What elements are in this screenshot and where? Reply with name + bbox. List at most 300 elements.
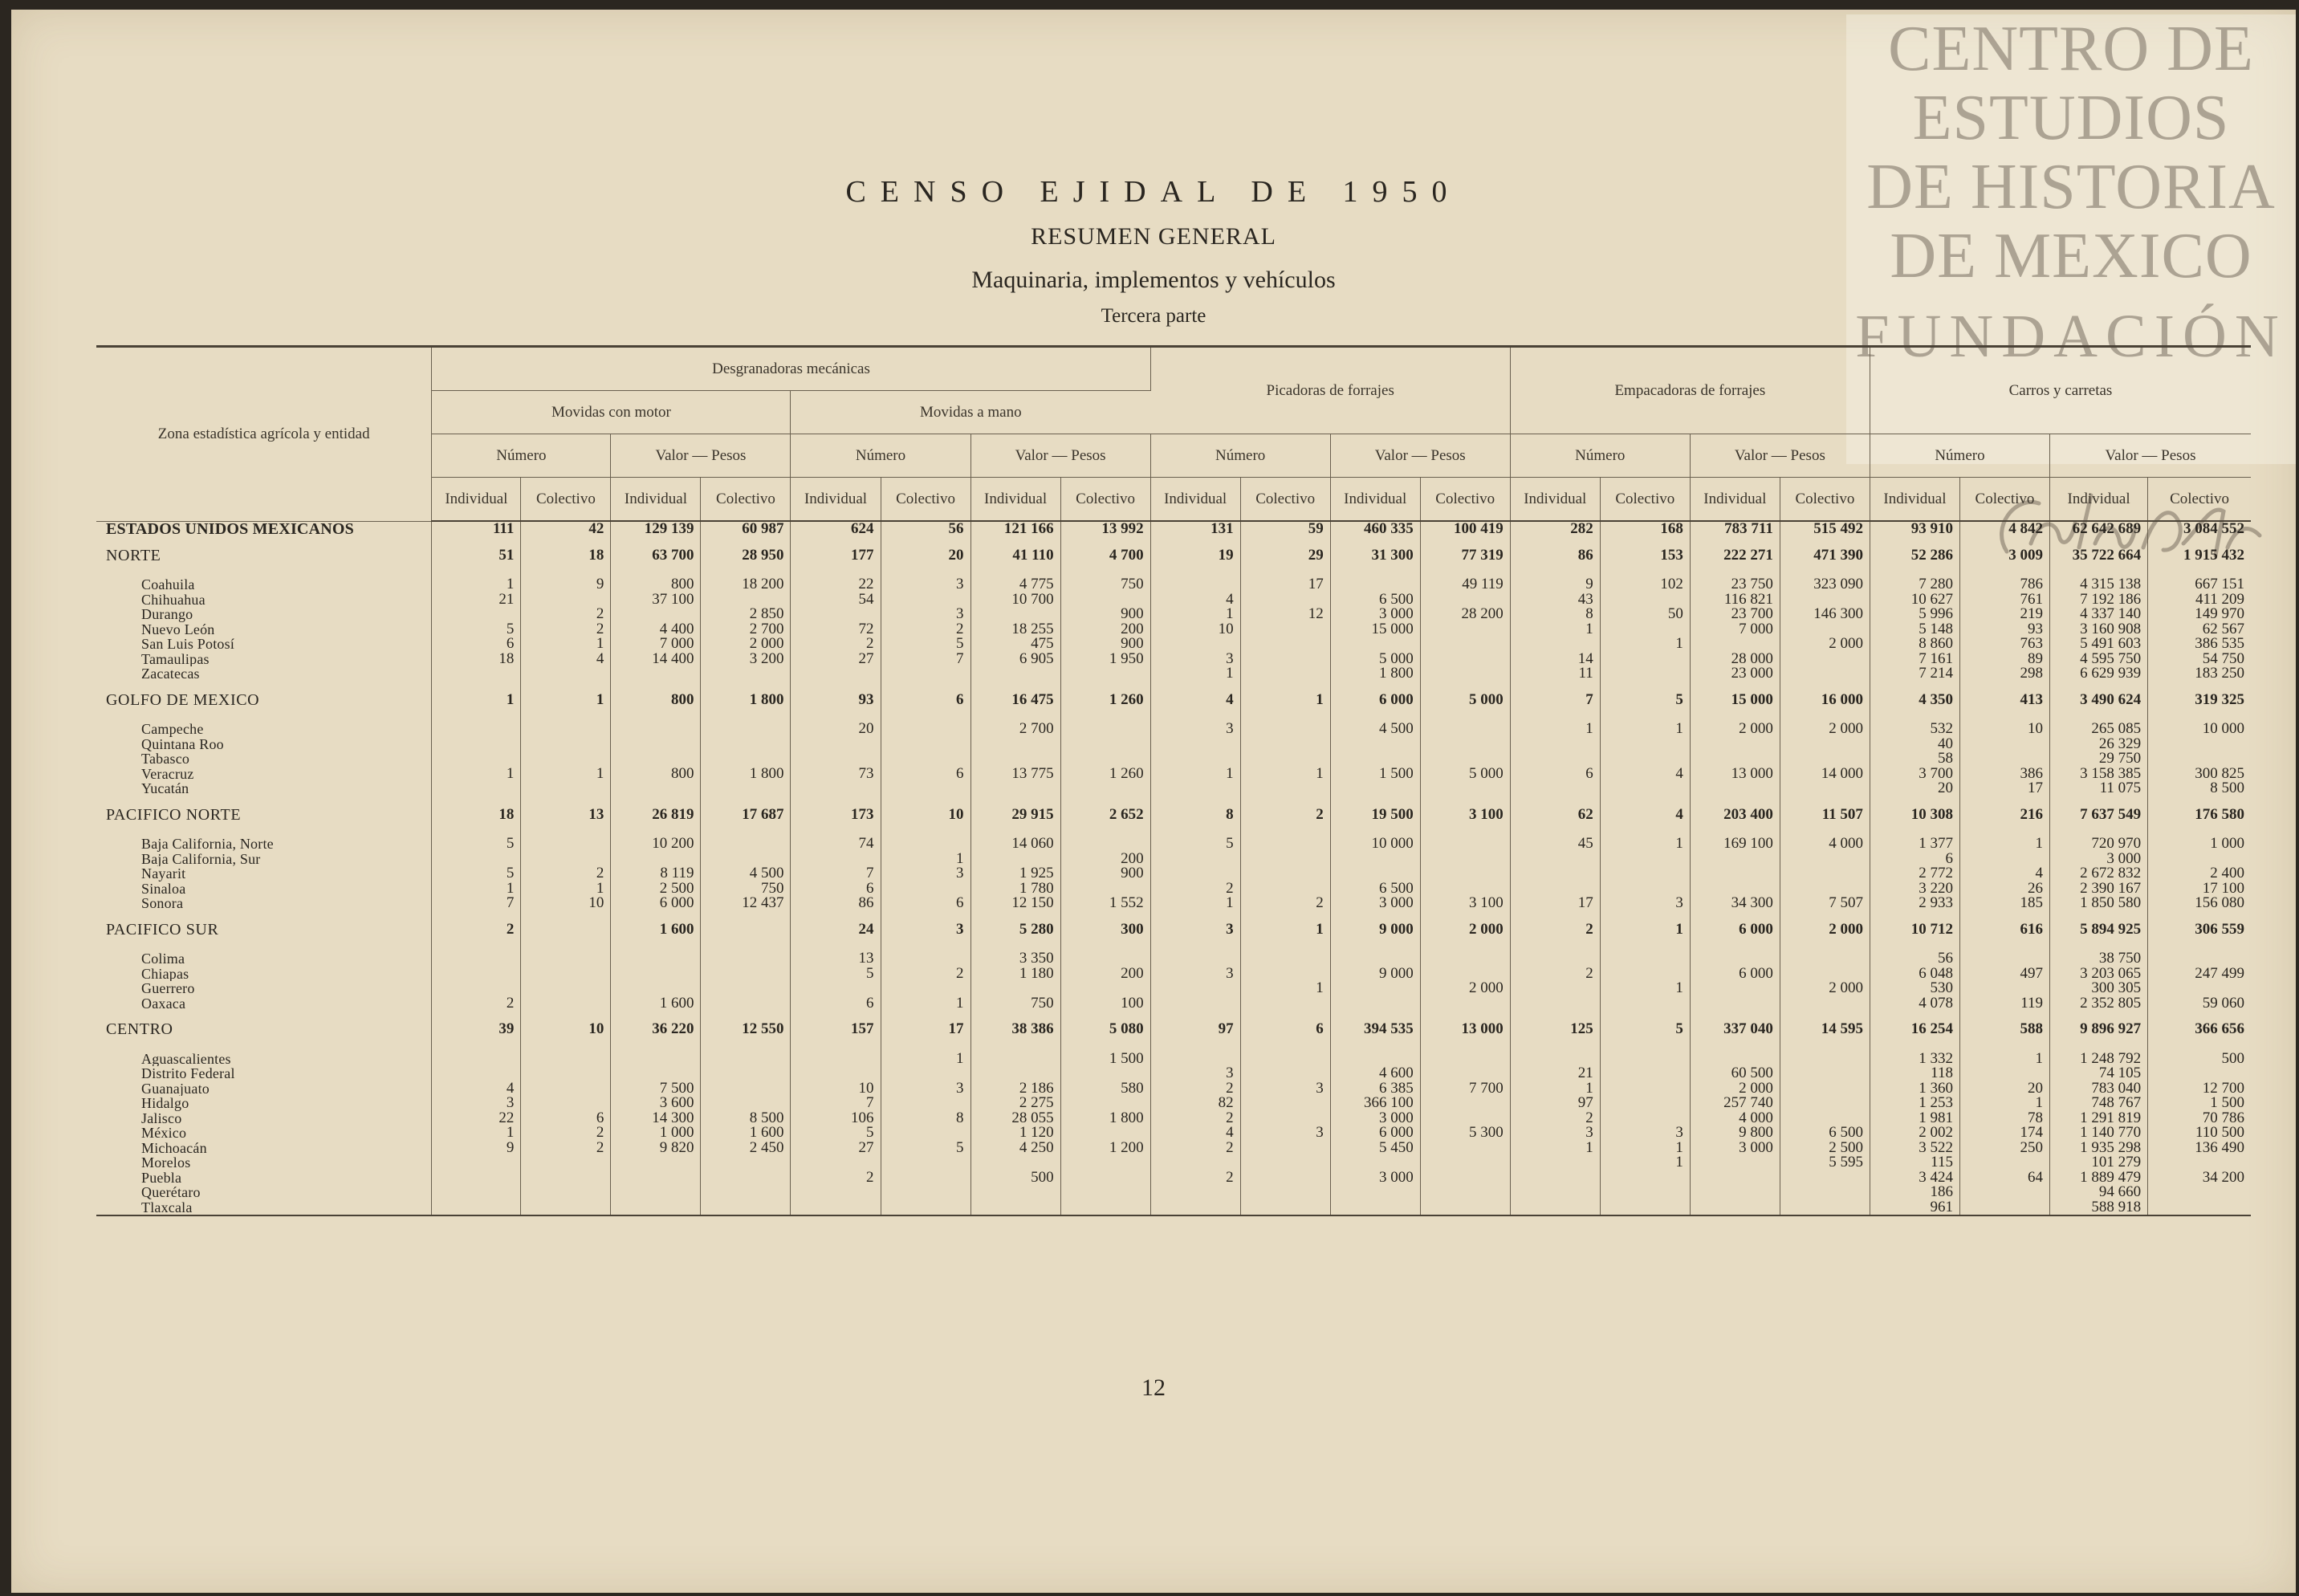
- spacer-cell: [1510, 911, 1600, 922]
- spacer-cell: [521, 707, 611, 722]
- value-cell: [1330, 1185, 1420, 1200]
- value-cell: 4: [1600, 767, 1690, 782]
- header-valor: Valor — Pesos: [1330, 434, 1510, 478]
- spacer-cell: [1420, 1011, 1510, 1022]
- header-colectivo: Colectivo: [1780, 478, 1870, 522]
- value-cell: [791, 781, 881, 796]
- value-cell: 4 315 138: [2050, 577, 2148, 592]
- value-cell: 2 000: [1780, 981, 1870, 996]
- spacer-cell: [1690, 796, 1780, 808]
- spacer-cell: [1060, 682, 1150, 693]
- value-cell: 5 000: [1420, 767, 1510, 782]
- spacer-cell: [432, 822, 521, 837]
- value-cell: 2 352 805: [2050, 996, 2148, 1012]
- value-cell: 34 300: [1690, 896, 1780, 911]
- value-cell: [1780, 652, 1870, 667]
- spacer-cell: [1330, 1037, 1420, 1052]
- value-cell: [1330, 852, 1420, 867]
- value-cell: 2: [1150, 1171, 1240, 1186]
- value-cell: 9: [432, 1141, 521, 1156]
- value-cell: 2: [521, 866, 611, 881]
- value-cell: [1240, 1111, 1330, 1126]
- value-cell: 3 000: [1330, 1171, 1420, 1186]
- value-cell: [1240, 666, 1330, 682]
- header-individual: Individual: [970, 478, 1060, 522]
- state-row: [96, 637, 2251, 652]
- spacer-cell: [701, 563, 791, 577]
- spacer-row: [96, 911, 2251, 922]
- value-cell: 102: [1600, 577, 1690, 592]
- value-cell: 1: [1150, 767, 1240, 782]
- header-colectivo: Colectivo: [521, 478, 611, 522]
- value-cell: 5 450: [1330, 1141, 1420, 1156]
- value-cell: 97: [1150, 1022, 1240, 1037]
- value-cell: 15 000: [1330, 622, 1420, 637]
- value-cell: 203 400: [1690, 808, 1780, 823]
- spacer-cell: [1600, 537, 1690, 548]
- value-cell: [611, 607, 701, 622]
- value-cell: [1510, 1052, 1600, 1067]
- value-cell: 1 915 432: [2183, 548, 2244, 563]
- value-cell: 56: [1870, 951, 1959, 967]
- value-cell: [1600, 1096, 1690, 1111]
- value-cell: 22: [791, 577, 881, 592]
- value-cell: [1420, 951, 1510, 967]
- value-cell: 60 987: [701, 521, 791, 537]
- value-cell: [1060, 881, 1150, 897]
- spacer-cell: [701, 911, 791, 922]
- value-cell: 173: [791, 808, 881, 823]
- value-cell: [791, 852, 881, 867]
- spacer-cell: [701, 937, 791, 951]
- value-cell: 386: [1959, 767, 2049, 782]
- document-title: CENSO EJIDAL DE 1950: [845, 175, 1462, 209]
- value-cell: 10 308: [1870, 808, 1959, 823]
- value-cell: 4 500: [701, 866, 791, 881]
- value-cell: [1240, 837, 1330, 852]
- value-cell: [432, 737, 521, 752]
- value-cell: [881, 1126, 970, 1141]
- state-row: [96, 1185, 2251, 1200]
- value-cell: [1780, 1066, 1870, 1081]
- value-cell: [701, 722, 791, 737]
- spacer-cell: [1870, 682, 1959, 693]
- value-cell: 136 490: [2195, 1140, 2244, 1155]
- spacer-cell: [1330, 537, 1420, 548]
- state-row: [96, 967, 2251, 982]
- spacer-cell: [1060, 563, 1150, 577]
- spacer-cell: [1870, 1011, 1959, 1022]
- row-label: Baja California, Norte: [96, 837, 432, 852]
- value-cell: 41 110: [970, 548, 1060, 564]
- row-label: Tamaulipas: [96, 652, 432, 667]
- value-cell: 146 300: [1780, 607, 1870, 622]
- spacer-cell: [1420, 563, 1510, 577]
- spacer-cell: [791, 537, 881, 548]
- value-cell: 7: [881, 652, 970, 667]
- value-cell: 247 499: [2195, 966, 2244, 981]
- header-individual: Individual: [2050, 478, 2148, 522]
- row-label: Querétaro: [96, 1185, 432, 1200]
- value-cell: 93: [791, 693, 881, 708]
- state-row: [96, 722, 2251, 737]
- value-cell: [432, 1066, 521, 1081]
- value-cell: 3 100: [1420, 896, 1510, 911]
- value-cell: [1690, 637, 1780, 652]
- spacer-cell: [1510, 1011, 1600, 1022]
- value-cell: 23 700: [1690, 607, 1780, 622]
- value-cell: 13 000: [1690, 767, 1780, 782]
- value-cell: [1959, 751, 2049, 767]
- value-cell: 2: [432, 996, 521, 1012]
- value-cell: 4 337 140: [2050, 607, 2148, 622]
- value-cell: 60 500: [1690, 1066, 1780, 1081]
- value-cell: 4 000: [1780, 837, 1870, 852]
- value-cell: 1: [881, 1052, 970, 1067]
- value-cell: [1150, 1052, 1240, 1067]
- row-label: Sinaloa: [96, 881, 432, 897]
- value-cell: 1 140 770: [2050, 1126, 2148, 1141]
- spacer-cell: [1870, 563, 1959, 577]
- spacer-cell: [1240, 563, 1330, 577]
- value-cell: [1150, 781, 1240, 796]
- value-cell: 1 800: [701, 767, 791, 782]
- value-cell: 37 100: [611, 592, 701, 608]
- watermark-line: CENTRO DE: [1888, 14, 2254, 84]
- value-cell: 2: [1150, 881, 1240, 897]
- value-cell: [1240, 637, 1330, 652]
- header-valor: Valor — Pesos: [970, 434, 1150, 478]
- spacer-cell: [1780, 937, 1870, 951]
- value-cell: 3 490 624: [2050, 693, 2148, 708]
- value-cell: 5: [432, 866, 521, 881]
- value-cell: [521, 1052, 611, 1067]
- value-cell: [1690, 1185, 1780, 1200]
- spacer-cell: [2050, 1037, 2148, 1052]
- value-cell: [1150, 1155, 1240, 1171]
- spacer-cell: [1150, 822, 1240, 837]
- spacer-cell: [1870, 707, 1959, 722]
- value-cell: 34 200: [2202, 1170, 2244, 1185]
- spacer-cell: [1060, 1037, 1150, 1052]
- value-cell: [881, 722, 970, 737]
- spacer-cell: [1959, 1037, 2049, 1052]
- spacer-cell: [701, 1037, 791, 1052]
- value-cell: 5: [881, 637, 970, 652]
- value-cell: 6 000: [1690, 967, 1780, 982]
- spacer-cell: [1420, 1037, 1510, 1052]
- spacer-cell: [791, 937, 881, 951]
- value-cell: 78: [1959, 1111, 2049, 1126]
- value-cell: 4: [1959, 866, 2049, 881]
- value-cell: 6: [1240, 1022, 1330, 1037]
- header-empacadoras: Empacadoras de forrajes: [1510, 347, 1870, 434]
- value-cell: 1 000: [2210, 837, 2244, 852]
- value-cell: 17: [1959, 781, 2049, 796]
- value-cell: [1780, 967, 1870, 982]
- spacer-cell: [881, 937, 970, 951]
- value-cell: [701, 922, 791, 938]
- zone-row: [96, 693, 2251, 708]
- header-individual: Individual: [1330, 478, 1420, 522]
- value-cell: 38 386: [970, 1022, 1060, 1037]
- spacer-cell: [96, 911, 432, 922]
- value-cell: [432, 1200, 521, 1216]
- value-cell: 15 000: [1690, 693, 1780, 708]
- spacer-cell: [96, 822, 432, 837]
- value-cell: [611, 1155, 701, 1171]
- value-cell: 3: [1150, 922, 1240, 938]
- value-cell: [521, 1171, 611, 1186]
- row-label: PACIFICO SUR: [96, 922, 432, 938]
- value-cell: 961: [1870, 1200, 1959, 1216]
- value-cell: [1690, 881, 1780, 897]
- value-cell: 200: [1060, 852, 1150, 867]
- value-cell: [432, 852, 521, 867]
- value-cell: 13 000: [1420, 1022, 1510, 1037]
- row-label: Baja California, Sur: [96, 852, 432, 867]
- spacer-cell: [1600, 796, 1690, 808]
- value-cell: 2 000: [1420, 922, 1510, 938]
- value-cell: [432, 1155, 521, 1171]
- value-cell: 50: [1600, 607, 1690, 622]
- value-cell: 1 950: [1060, 652, 1150, 667]
- row-label: Campeche: [96, 722, 432, 737]
- value-cell: 5: [791, 1126, 881, 1141]
- spacer-cell: [2148, 707, 2251, 722]
- value-cell: [1690, 1052, 1780, 1067]
- value-cell: 177: [791, 548, 881, 564]
- value-cell: [611, 951, 701, 967]
- value-cell: 337 040: [1690, 1022, 1780, 1037]
- spacer-cell: [791, 1037, 881, 1052]
- header-colectivo: Colectivo: [1060, 478, 1150, 522]
- value-cell: 2 400: [2210, 866, 2244, 881]
- state-row: [96, 1066, 2251, 1081]
- value-cell: 763: [1959, 637, 2049, 652]
- value-cell: [1420, 1200, 1510, 1216]
- value-cell: [1690, 981, 1780, 996]
- value-cell: 530: [1870, 981, 1959, 996]
- spacer-cell: [791, 822, 881, 837]
- value-cell: 74: [791, 837, 881, 852]
- row-label: PACIFICO NORTE: [96, 808, 432, 823]
- value-cell: [521, 666, 611, 682]
- value-cell: 31 300: [1330, 548, 1420, 564]
- value-cell: 59 060: [2202, 995, 2244, 1011]
- document-part: Tercera parte: [1101, 305, 1206, 327]
- spacer-cell: [1060, 1011, 1150, 1022]
- value-cell: 17: [881, 1022, 970, 1037]
- value-cell: [521, 996, 611, 1012]
- value-cell: [1060, 1126, 1150, 1141]
- spacer-cell: [1959, 796, 2049, 808]
- spacer-cell: [1150, 682, 1240, 693]
- value-cell: 471 390: [1780, 548, 1870, 564]
- spacer-cell: [1420, 682, 1510, 693]
- spacer-cell: [2148, 796, 2251, 808]
- value-cell: 21: [1510, 1066, 1600, 1081]
- value-cell: 7 507: [1780, 896, 1870, 911]
- value-cell: 7: [432, 896, 521, 911]
- value-cell: [970, 852, 1060, 867]
- value-cell: 1 500: [1060, 1052, 1150, 1067]
- value-cell: 1 600: [611, 996, 701, 1012]
- spacer-cell: [701, 707, 791, 722]
- value-cell: [970, 1185, 1060, 1200]
- value-cell: [1330, 577, 1420, 592]
- value-cell: 89: [1959, 652, 2049, 667]
- state-row: [96, 1096, 2251, 1111]
- value-cell: 3 000: [1330, 1111, 1420, 1126]
- spacer-cell: [521, 1037, 611, 1052]
- value-cell: 1: [521, 693, 611, 708]
- value-cell: 3: [1150, 967, 1240, 982]
- value-cell: 1: [1959, 1052, 2049, 1067]
- spacer-cell: [1959, 537, 2049, 548]
- value-cell: [881, 1200, 970, 1216]
- header-valor: Valor — Pesos: [1690, 434, 1870, 478]
- value-cell: 62: [1510, 808, 1600, 823]
- value-cell: 3 000: [1690, 1141, 1780, 1156]
- value-cell: [521, 1066, 611, 1081]
- value-cell: 460 335: [1330, 521, 1420, 537]
- spacer-cell: [432, 1011, 521, 1022]
- value-cell: 116 821: [1690, 592, 1780, 608]
- value-cell: 18 200: [701, 577, 791, 592]
- value-cell: [1420, 622, 1510, 637]
- value-cell: 1 253: [1870, 1096, 1959, 1111]
- value-cell: 1 780: [970, 881, 1060, 897]
- value-cell: [791, 1066, 881, 1081]
- spacer-cell: [1510, 822, 1600, 837]
- value-cell: [521, 1081, 611, 1097]
- spacer-cell: [881, 682, 970, 693]
- value-cell: 298: [1959, 666, 2049, 682]
- value-cell: 4 078: [1870, 996, 1959, 1012]
- value-cell: 63 700: [611, 548, 701, 564]
- value-cell: [611, 1052, 701, 1067]
- spacer-cell: [970, 911, 1060, 922]
- value-cell: [1600, 1066, 1690, 1081]
- value-cell: [1510, 951, 1600, 967]
- spacer-cell: [611, 796, 701, 808]
- value-cell: 1 800: [1330, 666, 1420, 682]
- value-cell: 306 559: [2195, 922, 2244, 937]
- header-desgranadoras: Desgranadoras mecánicas: [432, 347, 1150, 391]
- spacer-cell: [96, 682, 432, 693]
- value-cell: 153: [1600, 548, 1690, 564]
- value-cell: 6: [1870, 852, 1959, 867]
- value-cell: [791, 751, 881, 767]
- value-cell: 131: [1150, 521, 1240, 537]
- value-cell: 5: [1600, 693, 1690, 708]
- value-cell: 2 652: [1060, 808, 1150, 823]
- value-cell: 4 500: [1330, 722, 1420, 737]
- value-cell: 2: [1150, 1081, 1240, 1097]
- value-cell: [611, 1171, 701, 1186]
- value-cell: 111: [432, 521, 521, 537]
- spacer-cell: [1330, 937, 1420, 951]
- value-cell: [701, 981, 791, 996]
- row-label: Puebla: [96, 1171, 432, 1186]
- value-cell: [1600, 652, 1690, 667]
- spacer-cell: [1870, 822, 1959, 837]
- value-cell: [521, 981, 611, 996]
- value-cell: 29 915: [970, 808, 1060, 823]
- value-cell: 1: [1240, 922, 1330, 938]
- value-cell: 168: [1600, 521, 1690, 537]
- value-cell: [1420, 1185, 1510, 1200]
- value-cell: [1510, 737, 1600, 752]
- value-cell: 6: [881, 767, 970, 782]
- value-cell: 28 055: [970, 1111, 1060, 1126]
- state-row: [96, 881, 2251, 897]
- value-cell: 62 567: [2202, 621, 2244, 637]
- value-cell: [881, 981, 970, 996]
- value-cell: 9: [1510, 577, 1600, 592]
- value-cell: 28 200: [1420, 607, 1510, 622]
- value-cell: 20: [1959, 1081, 2049, 1097]
- header-colectivo: Colectivo: [2148, 478, 2251, 522]
- value-cell: [1420, 652, 1510, 667]
- value-cell: [1150, 737, 1240, 752]
- value-cell: [611, 737, 701, 752]
- value-cell: [1690, 737, 1780, 752]
- value-cell: 149 970: [2195, 607, 2244, 622]
- spacer-cell: [1240, 1011, 1330, 1022]
- value-cell: 750: [970, 996, 1060, 1012]
- value-cell: 16 254: [1870, 1022, 1959, 1037]
- value-cell: [1240, 1171, 1330, 1186]
- value-cell: 761: [1959, 592, 2049, 608]
- spacer-cell: [1780, 822, 1870, 837]
- value-cell: [1060, 981, 1150, 996]
- header-valor: Valor — Pesos: [2050, 434, 2252, 478]
- row-label: San Luis Potosí: [96, 637, 432, 652]
- value-cell: 1 377: [1870, 837, 1959, 852]
- value-cell: 11 507: [1780, 808, 1870, 823]
- watermark-line: DE HISTORIA: [1866, 152, 2276, 222]
- value-cell: 13 775: [970, 767, 1060, 782]
- spacer-cell: [1330, 1011, 1420, 1022]
- row-label: Quintana Roo: [96, 737, 432, 752]
- header-colectivo: Colectivo: [1240, 478, 1330, 522]
- value-cell: [1150, 751, 1240, 767]
- value-cell: 14: [1510, 652, 1600, 667]
- spacer-cell: [2050, 707, 2148, 722]
- state-row: [96, 981, 2251, 996]
- spacer-cell: [1600, 822, 1690, 837]
- state-row: [96, 1126, 2251, 1141]
- value-cell: 3 009: [1959, 548, 2049, 564]
- value-cell: 10: [791, 1081, 881, 1097]
- value-cell: 4 000: [1690, 1111, 1780, 1126]
- value-cell: [1600, 996, 1690, 1012]
- value-cell: [2148, 1155, 2251, 1171]
- value-cell: 500: [970, 1171, 1060, 1186]
- value-cell: 1 200: [1060, 1141, 1150, 1156]
- value-cell: [701, 1096, 791, 1111]
- spacer-cell: [881, 563, 970, 577]
- header-numero: Número: [1510, 434, 1690, 478]
- value-cell: 10: [1959, 722, 2049, 737]
- spacer-cell: [1240, 682, 1330, 693]
- state-row: [96, 951, 2251, 967]
- value-cell: [1600, 1171, 1690, 1186]
- value-cell: 19: [1150, 548, 1240, 564]
- spacer-cell: [1150, 537, 1240, 548]
